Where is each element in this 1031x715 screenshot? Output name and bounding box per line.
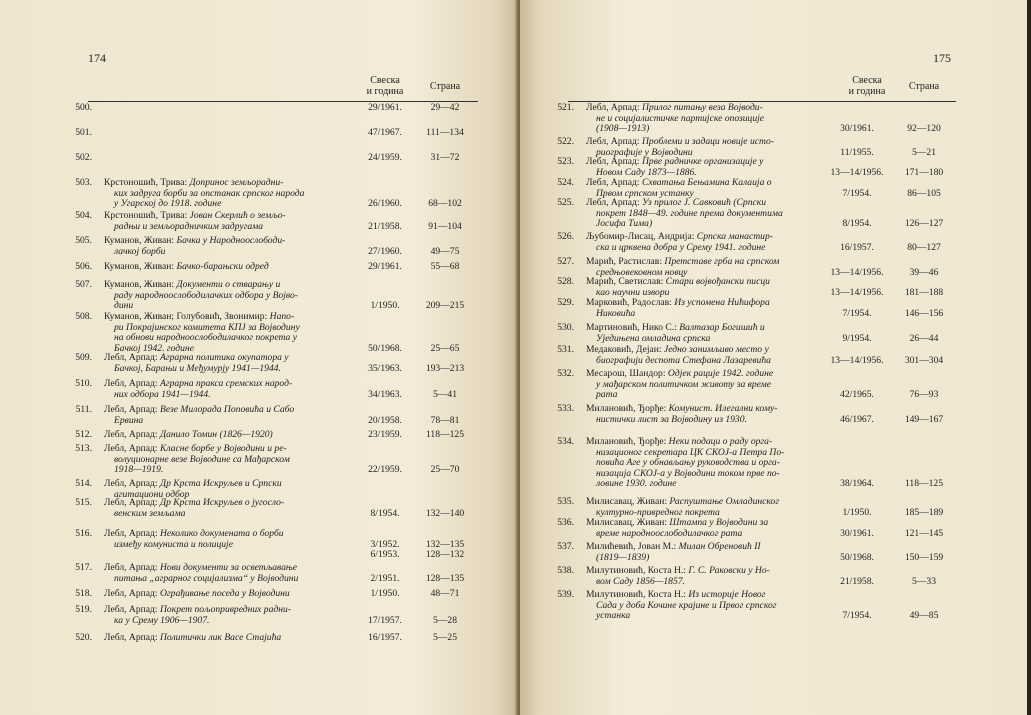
page-range-cell: 5—28: [433, 614, 457, 626]
page-range-cell: 128—132: [425, 549, 465, 561]
header-rule-left: [88, 101, 478, 102]
entry-text-line: Милићевић, Јован М.: Милан Обреновић II: [586, 541, 761, 552]
volume-year-cell: 6/1953.: [370, 549, 400, 561]
volume-year-cell: 7/1954.: [842, 610, 872, 622]
entry-text-line: Ервина: [114, 414, 144, 426]
volume-year-cell: 35/1963.: [368, 362, 402, 374]
entry-text-line: низационог секретара ЦК СКОЈ-а Петра По-: [596, 446, 785, 458]
entry-text-line: Љубомир-Лисац, Андрија: Српска манастир-: [586, 231, 773, 242]
volume-year-cell: 8/1954.: [842, 218, 872, 230]
page-range-cell: 132—140: [425, 507, 465, 519]
entry-text-line: ка у Срему 1906—1907.: [114, 614, 210, 626]
volume-year-cell: 13—14/1956.: [830, 354, 884, 366]
volume-year-cell: 24/1959.: [368, 152, 402, 163]
entry-text-line: Бачкој 1942. године: [114, 342, 194, 354]
entry-text-line: Лебл, Арпад: Нови документи за осветљавање: [104, 562, 298, 573]
entry-number: 518.: [75, 588, 92, 599]
entry-text-line: Лебл, Арпад: Везе Милорада Поповића и Сабо: [104, 404, 295, 415]
page-range-cell: 149—167: [904, 413, 944, 425]
entry-text-line: агитациони одбор: [114, 488, 190, 500]
page-range-cell: 146—156: [904, 307, 944, 319]
entry-text-line: ких задруга борби за опстанак српског народа: [114, 187, 305, 199]
page-range-cell: 91—104: [428, 220, 462, 232]
page-range-cell: 29—42: [430, 102, 460, 113]
entry-text-line: Куманов, Живан: Бачка у Народноослободи-: [104, 235, 286, 246]
page-range-cell: 25—70: [430, 464, 460, 476]
entry-text-line: Лебл, Арпад: Ограђивање поседа у Војводини: [104, 588, 290, 599]
page-range-cell: 49—75: [430, 245, 460, 257]
entry-text-line: Куманов, Живан: Бачко-барањски одред: [104, 261, 269, 272]
entry-text-line: дини: [114, 300, 134, 312]
volume-year-cell: 1/1950.: [842, 506, 872, 518]
entry-number: 525.: [557, 197, 574, 208]
year-header-line: и година: [366, 86, 404, 97]
entry-number: 533.: [557, 403, 574, 414]
entry-text-line: риографије у Војводини: [596, 146, 693, 158]
page-range-cell: 5—21: [912, 146, 936, 158]
entry-text-line: Сада у доба Кочине крајине и Првог српског: [596, 599, 777, 611]
entry-number: 512.: [75, 429, 92, 440]
entry-number: 500.: [75, 102, 92, 113]
volume-year-cell: 13—14/1956.: [830, 286, 884, 298]
entry-text-line: Марић, Растислав: Претставе грба на српском: [586, 256, 780, 267]
entry-text-line: Милутиновић, Коста Н.: Г. С. Раковски у Но-: [586, 565, 770, 576]
entry-text-line: Уједињена омладина српска: [596, 332, 711, 344]
entry-text-line: устанка: [596, 610, 631, 622]
entry-text-line: Лебл, Арпад: Схватања Бењамина Калаија о: [586, 177, 772, 188]
page-range-cell: 31—72: [430, 152, 460, 163]
entry-number: 527.: [557, 256, 574, 267]
volume-year-cell: 42/1965.: [840, 389, 874, 401]
entry-text-line: Лебл, Арпад: Аграрна пракса сремских народ-: [104, 378, 293, 389]
right-page: [520, 0, 1027, 715]
volume-year-cell: 50/1968.: [368, 342, 402, 354]
volume-year-cell: 21/1958.: [840, 575, 874, 587]
entry-text-line: као научни извори: [596, 286, 670, 298]
entry-text-line: време народноослободилачког рата: [596, 527, 743, 539]
volume-year-cell: 27/1960.: [368, 245, 402, 257]
entry-text-line: Крстоношић, Трива: Допринос земљорадни-: [104, 177, 284, 188]
entry-text-line: Лебл, Арпад: Др Крста Искруљев и Српски: [104, 478, 282, 489]
entry-text-line: 1918—1919.: [114, 464, 164, 476]
volume-year-cell: 29/1961.: [368, 102, 402, 113]
page-number-right: 175: [933, 51, 951, 65]
entry-text-line: у Угарској до 1918. године: [114, 198, 222, 210]
entry-number: 529.: [557, 297, 574, 308]
volume-year-cell: 26/1960.: [368, 198, 402, 210]
page-range-cell: 5—33: [912, 575, 936, 587]
page-range-cell: 128—135: [425, 572, 465, 584]
entry-number: 504.: [75, 210, 92, 221]
entry-text-line: Милисавац, Живан: Распуштање Омладинског: [586, 496, 780, 507]
entry-number: 509.: [75, 352, 92, 363]
volume-year-cell: 13—14/1956.: [830, 166, 884, 178]
entry-text-line: Лебл, Арпад: Политички лик Васе Стајића: [104, 632, 282, 643]
page-range-cell: 171—180: [904, 166, 944, 178]
entry-text-line: радњи и земљорадничким задругама: [114, 220, 264, 232]
page-range-cell: 126—127: [904, 218, 944, 230]
entry-text-line: Лебл, Арпад: Др Крста Искруљев о југосло-: [104, 497, 285, 508]
volume-year-cell: 1/1950.: [370, 588, 400, 599]
entry-number: 516.: [75, 528, 92, 539]
entry-number: 517.: [75, 562, 92, 573]
entry-text-line: Медаковић, Дејан: Једно занимљиво место у: [586, 344, 769, 355]
volume-year-cell: 11/1955.: [840, 146, 874, 158]
entry-text-line: Марковић, Радослав: Из успомена Нићифора: [586, 297, 770, 308]
entry-text-line: Крстоношић, Трива: Јован Скерлић о земљо-: [104, 210, 286, 221]
volume-year-header-right: [835, 75, 899, 97]
volume-year-cell: 47/1967.: [368, 127, 402, 138]
entry-text-line: Лебл, Арпад: Уз прилог Ј. Савковић (Српски: [586, 197, 767, 208]
entry-text-line: лачкој борби: [114, 245, 166, 257]
entry-number: 534.: [557, 436, 574, 447]
entry-number: 539.: [557, 589, 574, 600]
page-range-cell: 26—44: [909, 332, 939, 344]
volume-year-cell: 9/1954.: [842, 332, 872, 344]
entry-text-line: ри Покрајинског комитета КПЈ за Војводину: [114, 321, 300, 333]
entry-text-line: Милутиновић, Коста Н.: Из историје Новог: [586, 589, 766, 600]
entry-text-line: питања „аграрног социјализма“ у Војводини: [114, 572, 299, 584]
page-range-cell: 92—120: [907, 123, 941, 135]
volume-header-line: Свеска: [370, 75, 400, 86]
page-header-right: Страна: [908, 81, 940, 92]
entry-text-line: них одбора 1941—1944.: [114, 388, 211, 400]
volume-year-cell: 7/1954.: [842, 187, 872, 199]
entry-text-line: рата: [596, 389, 618, 401]
entry-text-line: Лебл, Арпад: Проблеми и задаци новије исто-: [586, 136, 774, 147]
entry-number: 524.: [557, 177, 574, 188]
entry-text-line: између комуниста и полиције: [114, 538, 233, 550]
entry-text-line: нистички лист за Војводину из 1930.: [596, 413, 747, 425]
entry-text-line: средњовековном новцу: [596, 266, 688, 278]
entry-number: 515.: [75, 497, 92, 508]
entry-number: 506.: [75, 261, 92, 272]
entry-text-line: Првом српском устанку: [596, 187, 694, 199]
entry-number: 501.: [75, 127, 92, 138]
entry-text-line: Куманов, Живан; Голубовић, Звонимир: Напо-: [104, 311, 295, 322]
entry-text-line: вом Саду 1856—1857.: [596, 575, 685, 587]
volume-year-cell: 1/1950.: [370, 300, 400, 312]
page-range-cell: 78—81: [430, 414, 460, 426]
volume-year-cell: 13—14/1956.: [830, 266, 884, 278]
volume-year-cell: 2/1951.: [370, 572, 400, 584]
page-range-cell: 193—213: [425, 362, 465, 374]
entry-text-line: не и социјалистичке партијске опозиције: [596, 112, 765, 124]
volume-year-cell: 8/1954.: [370, 507, 400, 519]
volume-year-cell: 34/1963.: [368, 388, 402, 400]
entry-text-line: низација СКОЈ-а у Војводини током прве по-: [596, 467, 780, 479]
volume-year-cell: 17/1957.: [368, 614, 402, 626]
entry-number: 507.: [75, 279, 92, 290]
volume-year-cell: 29/1961.: [368, 261, 402, 272]
entry-text-line: повића Аге у обнављању руководства и орга-: [596, 457, 780, 469]
volume-year-header-left: [353, 75, 417, 97]
entry-text-line: (1908—1913): [596, 123, 650, 135]
page-range-cell: 25—65: [430, 342, 460, 354]
entry-number: 521.: [557, 102, 574, 113]
entry-text-line: венским земљама: [114, 507, 186, 519]
entry-text-line: Лебл, Арпад: Неколико докумената о борби: [104, 528, 284, 539]
entry-text-line: волуционарне везе Војводине са Мађарском: [114, 453, 290, 465]
volume-year-cell: 16/1957.: [368, 632, 402, 643]
entry-text-line: Куманов, Живан: Документи о стварању и: [104, 279, 281, 290]
page-range-cell: 39—46: [909, 266, 939, 278]
volume-year-cell: 7/1954.: [842, 307, 872, 319]
entry-text-line: Лебл, Арпад: Аграрна политика окупатора у: [104, 352, 289, 363]
entry-number: 538.: [557, 565, 574, 576]
volume-year-cell: 30/1961.: [840, 123, 874, 135]
volume-year-cell: 46/1967.: [840, 413, 874, 425]
entry-text-line: културно-привредног покрета: [596, 506, 720, 518]
entry-text-line: Милановић, Ђорђе: Неки подаци о раду орга-: [586, 436, 773, 447]
page-range-cell: 118—125: [904, 478, 944, 490]
entry-number: 508.: [75, 311, 92, 322]
entry-text-line: Новом Саду 1873—1886.: [596, 166, 697, 178]
entry-text-line: Бачкој, Барањи и Међумурју 1941—1944.: [114, 362, 281, 374]
entry-text-line: ловине 1930. године: [596, 478, 677, 490]
page-range-cell: 49—85: [909, 610, 939, 622]
volume-header-line: Свеска: [852, 75, 882, 86]
entry-text-line: Мартиновић, Нико С.: Валтазар Богишић и: [586, 322, 765, 333]
entry-text-line: биографији деспота Стефана Лазаревића: [596, 354, 771, 366]
entry-text-line: Јосифа Тима): [596, 218, 653, 230]
volume-year-cell: 30/1961.: [840, 527, 874, 539]
entry-number: 526.: [557, 231, 574, 242]
entry-text-line: Лебл, Арпад: Класне борбе у Војводини и ре-: [104, 443, 287, 454]
entry-text-line: покрет 1848—49. године према документима: [596, 207, 783, 219]
entry-text-line: Лебл, Арпад: Прилог питању веза Војводи-: [586, 102, 763, 113]
entry-text-line: раду народноослободилачких одбора у Војво-: [114, 289, 298, 301]
volume-year-cell: 23/1959.: [368, 429, 402, 440]
entry-number: 505.: [75, 235, 92, 246]
page-range-cell: 5—25: [433, 632, 457, 643]
volume-year-cell: 38/1964.: [840, 478, 874, 490]
entry-text-line: у мађарском политичком животу за време: [596, 378, 772, 390]
entry-text-line: Милановић, Ђорђе: Комунист. Илегални кому-: [586, 403, 778, 414]
entry-text-line: Месарош, Шандор: Одјек рације 1942. године: [586, 368, 774, 379]
entry-number: 519.: [75, 604, 92, 615]
volume-year-cell: 21/1958.: [368, 220, 402, 232]
page-range-cell: 80—127: [907, 241, 941, 253]
page-range-cell: 301—304: [904, 354, 944, 366]
page-range-cell: 5—41: [433, 388, 457, 400]
page-range-cell: 132—135: [425, 538, 465, 550]
entry-number: 536.: [557, 517, 574, 528]
page-range-cell: 76—93: [909, 389, 939, 401]
book-edge-right: [1027, 0, 1031, 715]
page-range-cell: 55—68: [430, 261, 460, 272]
entry-number: 530.: [557, 322, 574, 333]
entry-number: 528.: [557, 276, 574, 287]
entry-number: 510.: [75, 378, 92, 389]
page-number-left: 174: [88, 51, 106, 65]
page-range-cell: 209—215: [425, 300, 465, 312]
page-header-left: Страна: [429, 81, 461, 92]
page-range-cell: 86—105: [907, 187, 941, 199]
entry-text-line: Лебл, Арпад: Покрет пољопривредних радни-: [104, 604, 292, 615]
entry-number: 537.: [557, 541, 574, 552]
entry-number: 511.: [75, 404, 92, 415]
entry-number: 522.: [557, 136, 574, 147]
page-range-cell: 118—125: [425, 429, 465, 440]
volume-year-cell: 20/1958.: [368, 414, 402, 426]
page-range-cell: 121—145: [904, 527, 944, 539]
entry-text-line: Милисавац, Живан: Штампа у Војводини за: [586, 517, 769, 528]
entry-number: 531.: [557, 344, 574, 355]
entry-number: 520.: [75, 632, 92, 643]
entry-text-line: Марић, Светислав: Стари војвођански писци: [586, 276, 770, 287]
page-range-cell: 150—159: [904, 551, 944, 563]
entry-number: 514.: [75, 478, 92, 489]
volume-year-cell: 22/1959.: [368, 464, 402, 476]
entry-number: 535.: [557, 496, 574, 507]
volume-year-cell: 16/1957.: [840, 241, 874, 253]
page-range-cell: 181—188: [904, 286, 944, 298]
entry-number: 532.: [557, 368, 574, 379]
page-range-cell: 185—189: [904, 506, 944, 518]
entry-text-line: Никовића: [596, 307, 636, 319]
entry-number: 502.: [75, 152, 92, 163]
page-range-cell: 111—134: [426, 127, 464, 138]
entry-text-line: Лебл, Арпад: Данило Томин (1826—1920): [104, 429, 273, 440]
entry-text-line: (1819—1839): [596, 551, 650, 563]
volume-year-cell: 3/1952.: [370, 538, 400, 550]
entry-number: 503.: [75, 177, 92, 188]
entry-text-line: ска и црквена добра у Срему 1941. године: [596, 241, 766, 253]
page-range-cell: 48—71: [430, 588, 460, 599]
entry-text-line: на обнови народноослободилачког покрета у: [114, 332, 297, 344]
page-range-cell: 68—102: [428, 198, 462, 210]
volume-year-cell: 50/1968.: [840, 551, 874, 563]
year-header-line: и година: [848, 86, 886, 97]
entry-number: 523.: [557, 156, 574, 167]
entry-number: 513.: [75, 443, 92, 454]
entry-text-line: Лебл, Арпад: Прве радничке организације у: [586, 156, 764, 167]
